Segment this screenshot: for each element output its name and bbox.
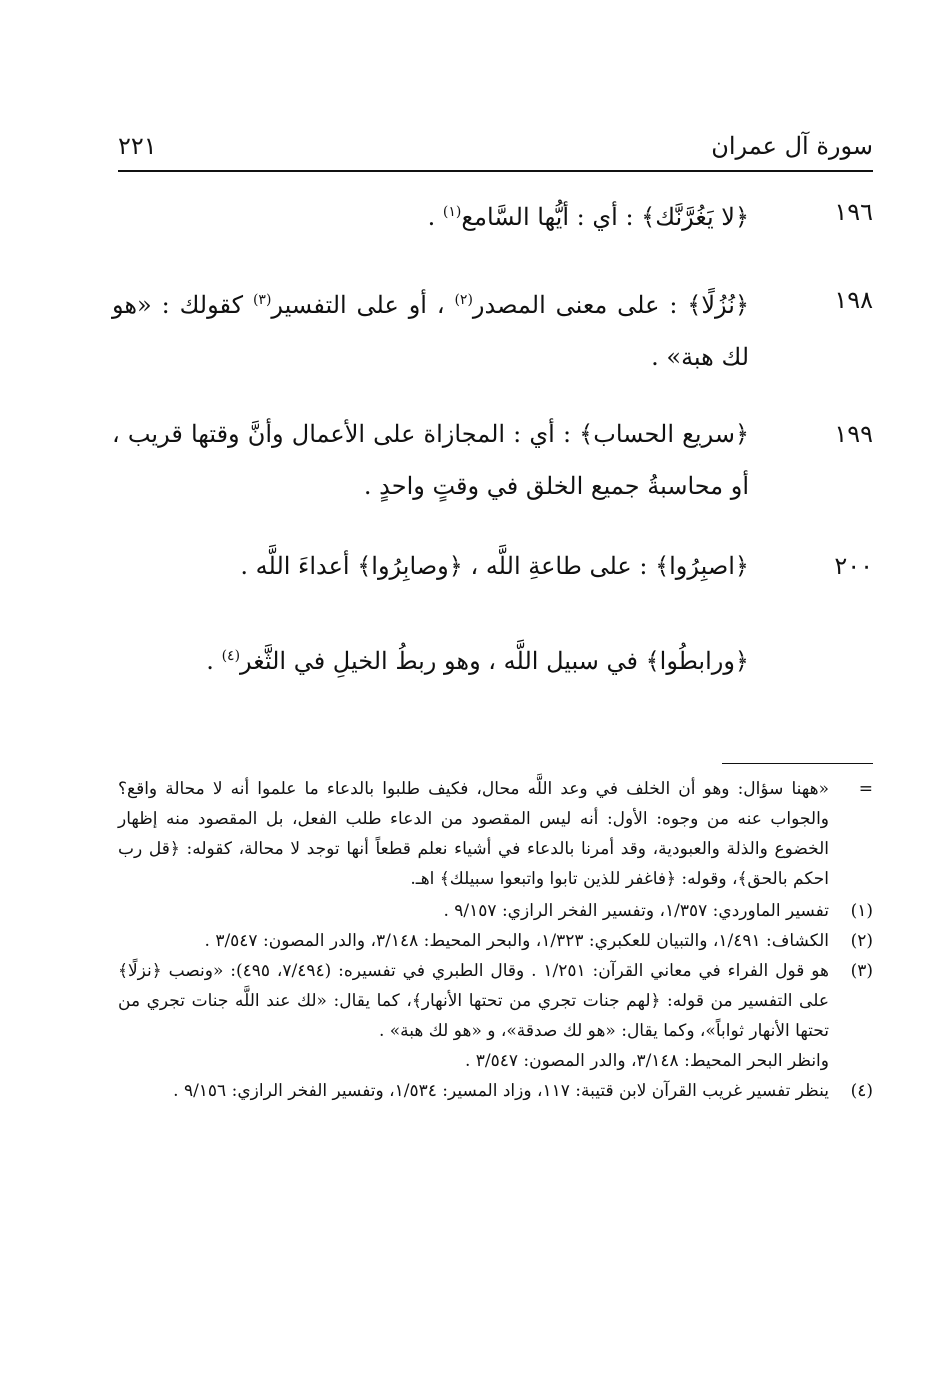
footnote-mark: (٤) bbox=[850, 1081, 873, 1101]
verse-text: ﴿سريع الحساب﴾ : أي : المجازاة على الأعمال وأنَّ وقتها قريب ، أو محاسبةُ جميع الخلق في وقتٍ واحدٍ . bbox=[112, 420, 749, 500]
verse-number: ١٩٨ bbox=[834, 286, 873, 314]
verse-text: ﴿اصبِرُوا﴾ : على طاعةِ اللَّه ، ﴿وصابِرُوا﴾ أعداءَ اللَّه . bbox=[240, 552, 749, 580]
verse-entry-199 bbox=[112, 408, 873, 512]
footnote-ref: (٤) bbox=[221, 648, 241, 664]
verse-number: ١٩٦ bbox=[834, 198, 873, 226]
verse-text: ﴿ورابطُوا﴾ في سبيل اللَّه ، وهو ربطُ الخيلِ في الثَّغر$^{(٤)}$ . bbox=[206, 647, 749, 675]
surah-title: سورة آل عمران bbox=[711, 132, 873, 160]
footnote-ref: (٢) bbox=[454, 292, 473, 308]
page-header bbox=[118, 132, 873, 166]
footnote-mark: (٢) bbox=[850, 931, 873, 951]
verse-entry-196 bbox=[112, 186, 873, 238]
footnote-mark: (٣) bbox=[850, 961, 873, 981]
footnote-text: «ههنا سؤال: وهو أن الخلف في وعد اللَّه محال، فكيف طلبوا بالدعاء ما علموا أنه لا محالة واقع؟ والجواب عنه من وجوه: الأول: أنه ليس المقصود من الدعاء طلب الفعل، بل المقصود منه إظهار الخضوع والذلة والعبودية، وقد أمرنا بالدعاء في أشياء نعلم قطعاً أنها توجد لا محالة، كقوله: ﴿قل رب احكم بالحق﴾، وقوله: ﴿فاغفر للذين تابوا واتبعوا سبيلك﴾ اهـ. bbox=[118, 779, 829, 889]
footnote-text: هو قول الفراء في معاني القرآن: ١/٢٥١ . وقال الطبري في تفسيره: (٧/٤٩٤، ٤٩٥): «ونصب ﴿نزلًا﴾ على التفسير من قوله: ﴿لهم جنات تجري من تحتها الأنهار﴾، كما يقال: «لك عند اللَّه جنات تجري من تحتها الأنهار ثواباً»، وكما يقال: «هو لك صدقة»، و «هو لك هبة» . bbox=[118, 961, 829, 1041]
footnote-ref: (١) bbox=[442, 204, 462, 220]
continuation-mark: = bbox=[858, 779, 873, 799]
footnote-1 bbox=[118, 896, 873, 926]
verse-entry-200 bbox=[112, 540, 873, 592]
verse-text: ﴿لا يَغُرَّنَّك﴾ : أي : أيُّها السَّامع$^{(١)}$ . bbox=[427, 203, 749, 231]
verse-text: ﴿نُزُلًا﴾ : على معنى المصدر$^{(٢)}$ ، أو على التفسير$^{(٣)}$ كقولك : «هو لك هبة» . bbox=[112, 291, 750, 371]
page-number: ٢٢١ bbox=[118, 132, 157, 160]
verse-entry-200-continued bbox=[112, 630, 873, 682]
footnote-text: ينظر تفسير غريب القرآن لابن قتيبة: ١١٧، وزاد المسير: ١/٥٣٤، وتفسير الفخر الرازي: ٩/١٥٦ . bbox=[173, 1081, 829, 1101]
footnote-4 bbox=[118, 1076, 873, 1106]
footnote-ref: (٣) bbox=[252, 292, 272, 308]
header-rule bbox=[118, 170, 873, 172]
verse-number: ٢٠٠ bbox=[834, 552, 873, 580]
footnote-text: تفسير الماوردي: ١/٣٥٧، وتفسير الفخر الرازي: ٩/١٥٧ . bbox=[443, 901, 829, 921]
footnote-2 bbox=[118, 926, 873, 956]
verse-entry-198 bbox=[112, 274, 873, 378]
verse-number: ١٩٩ bbox=[834, 420, 873, 448]
footnote-3 bbox=[118, 956, 873, 1046]
footnote-rule bbox=[722, 763, 873, 764]
footnote-mark: (١) bbox=[850, 901, 873, 921]
footnotes-section bbox=[118, 774, 873, 1106]
footnote-text: الكشاف: ١/٤٩١، والتبيان للعكبري: ١/٣٢٣، والبحر المحيط: ٣/١٤٨، والدر المصون: ٣/٥٤٧ . bbox=[204, 931, 829, 951]
footnote-3-extra: وانظر البحر المحيط: ٣/١٤٨، والدر المصون: ٣/٥٤٧ . bbox=[464, 1051, 829, 1071]
footnote-continuation bbox=[118, 774, 873, 894]
